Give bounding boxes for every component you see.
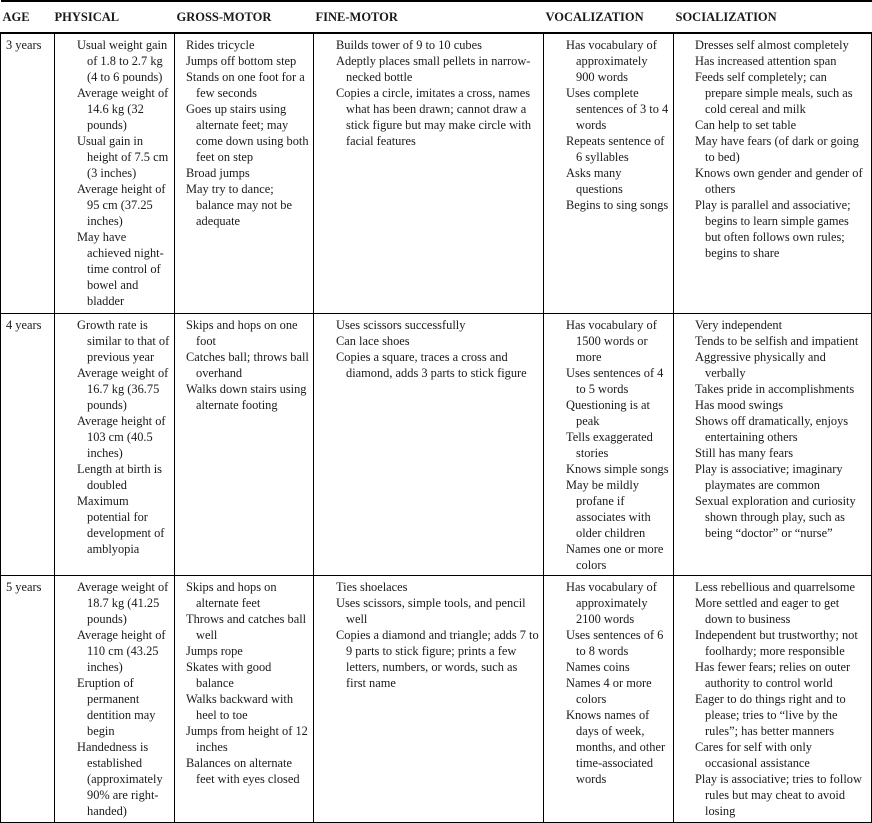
list-item: Skates with good balance <box>186 660 272 690</box>
vocalization-list <box>566 317 669 573</box>
list-item: Throws and catches ball well <box>186 612 307 642</box>
socialization-cell <box>674 33 872 314</box>
vocalization-cell <box>544 314 674 576</box>
header-physical: PHYSICAL <box>55 1 175 33</box>
list-item: Dresses self almost completely <box>695 38 849 52</box>
fine-motor-cell <box>314 576 544 823</box>
list-item: Jumps off bottom step <box>186 54 297 68</box>
list-item: Questioning is at peak <box>566 398 650 428</box>
list-item: Broad jumps <box>186 166 250 180</box>
list-item: Has vocabulary of approximately 900 words <box>566 38 657 84</box>
list-item: Uses scissors successfully <box>336 318 466 332</box>
list-item: Average height of 103 cm (40.5 inches) <box>77 414 166 460</box>
gross-motor-cell <box>175 576 314 823</box>
physical-list <box>77 317 170 557</box>
physical-list <box>77 579 170 819</box>
list-item: Copies a circle, imitates a cross, names what has been drawn; cannot draw a stick figure but may make circle with facial features <box>336 86 532 148</box>
socialization-cell <box>674 576 872 823</box>
list-item: More settled and eager to get down to business <box>695 596 840 626</box>
vocalization-cell <box>544 576 674 823</box>
list-item: Eager to do things right and to please; tries to “live by the rules”; has better manners <box>695 692 846 738</box>
gross-motor-list <box>186 37 309 229</box>
list-item: Has mood swings <box>695 398 784 412</box>
list-item: Growth rate is similar to that of previous year <box>77 318 170 364</box>
socialization-list <box>695 37 867 261</box>
list-item: Has vocabulary of approximately 2100 words <box>566 580 657 626</box>
fine-motor-cell <box>314 33 544 314</box>
age-cell: 4 years <box>1 314 55 576</box>
header-fine-motor: FINE-MOTOR <box>314 1 544 33</box>
list-item: Usual gain in height of 7.5 cm (3 inches) <box>77 134 169 180</box>
list-item: Adeptly places small pellets in narrow-necked bottle <box>336 54 531 84</box>
list-item: Names one or more colors <box>566 542 664 572</box>
list-item: Aggressive physically and verbally <box>695 350 826 380</box>
list-item: Uses scissors, simple tools, and pencil well <box>336 596 526 626</box>
table-row <box>1 576 872 823</box>
list-item: Ties shoelaces <box>336 580 408 594</box>
list-item: Jumps from height of 12 inches <box>186 724 308 754</box>
list-item: Sexual exploration and curiosity shown through play, such as being “doctor” or “nurse” <box>695 494 856 540</box>
list-item: Average height of 95 cm (37.25 inches) <box>77 182 166 228</box>
list-item: May have fears (of dark or going to bed) <box>695 134 859 164</box>
list-item: Knows names of days of week, months, and other time-associated words <box>566 708 666 786</box>
list-item: Can help to set table <box>695 118 797 132</box>
list-item: Less rebellious and quarrelsome <box>695 580 855 594</box>
list-item: Builds tower of 9 to 10 cubes <box>336 38 482 52</box>
vocalization-list <box>566 579 669 787</box>
header-vocalization: VOCALIZATION <box>544 1 674 33</box>
list-item: Tends to be selfish and impatient <box>695 334 859 348</box>
list-item: Knows own gender and gender of others <box>695 166 863 196</box>
list-item: Length at birth is doubled <box>77 462 162 492</box>
list-item: Very independent <box>695 318 783 332</box>
list-item: Feeds self completely; can prepare simple meals, such as cold cereal and milk <box>695 70 853 116</box>
list-item: Handedness is established (approximately 90% are right-handed) <box>77 740 163 818</box>
list-item: Takes pride in accomplishments <box>695 382 855 396</box>
socialization-cell <box>674 314 872 576</box>
physical-cell <box>55 576 175 823</box>
header-socialization: SOCIALIZATION <box>674 1 872 33</box>
physical-cell <box>55 33 175 314</box>
list-item: Average weight of 14.6 kg (32 pounds) <box>77 86 169 132</box>
vocalization-cell <box>544 33 674 314</box>
list-item: Play is parallel and associative; begins to learn simple games but often follows own rules; begins to share <box>695 198 851 260</box>
list-item: Play is associative; tries to follow rules but may cheat to avoid losing <box>695 772 862 818</box>
list-item: Has increased attention span <box>695 54 837 68</box>
list-item: Shows off dramatically, enjoys entertaining others <box>695 414 849 444</box>
list-item: Eruption of permanent dentition may begin <box>77 676 156 738</box>
table-row <box>1 33 872 314</box>
list-item: Copies a square, traces a cross and diamond, adds 3 parts to stick figure <box>336 350 527 380</box>
socialization-list <box>695 317 867 541</box>
socialization-list <box>695 579 867 819</box>
list-item: Balances on alternate feet with eyes closed <box>186 756 300 786</box>
fine-motor-cell <box>314 314 544 576</box>
list-item: Independent but trustworthy; not foolhardy; more responsible <box>695 628 858 658</box>
list-item: Uses complete sentences of 3 to 4 words <box>566 86 669 132</box>
list-item: Average height of 110 cm (43.25 inches) <box>77 628 166 674</box>
physical-cell <box>55 314 175 576</box>
list-item: May try to dance; balance may not be adequate <box>186 182 292 228</box>
list-item: Cares for self with only occasional assistance <box>695 740 812 770</box>
list-item: Begins to sing songs <box>566 198 669 212</box>
list-item: Still has many fears <box>695 446 794 460</box>
gross-motor-list <box>186 579 309 787</box>
age-cell: 5 years <box>1 576 55 823</box>
list-item: Average weight of 16.7 kg (36.75 pounds) <box>77 366 169 412</box>
list-item: May have achieved night-time control of bowel and bladder <box>77 230 164 308</box>
table-row <box>1 314 872 576</box>
gross-motor-cell <box>175 33 314 314</box>
list-item: Catches ball; throws ball overhand <box>186 350 309 380</box>
list-item: Rides tricycle <box>186 38 255 52</box>
list-item: Names 4 or more colors <box>566 676 652 706</box>
gross-motor-list <box>186 317 309 413</box>
age-cell: 3 years <box>1 33 55 314</box>
list-item: Jumps rope <box>186 644 243 658</box>
list-item: Asks many questions <box>566 166 623 196</box>
list-item: Skips and hops on alternate feet <box>186 580 277 610</box>
header-age: AGE <box>1 1 55 33</box>
fine-motor-list <box>336 579 539 691</box>
list-item: Uses sentences of 4 to 5 words <box>566 366 664 396</box>
header-gross-motor: GROSS-MOTOR <box>175 1 314 33</box>
vocalization-list <box>566 37 669 213</box>
header-row <box>1 1 872 33</box>
list-item: Walks down stairs using alternate footing <box>186 382 307 412</box>
list-item: Usual weight gain of 1.8 to 2.7 kg (4 to 6 pounds) <box>77 38 168 84</box>
list-item: Walks backward with heel to toe <box>186 692 294 722</box>
gross-motor-cell <box>175 314 314 576</box>
list-item: Skips and hops on one foot <box>186 318 298 348</box>
list-item: Average weight of 18.7 kg (41.25 pounds) <box>77 580 169 626</box>
list-item: Knows simple songs <box>566 462 669 476</box>
fine-motor-list <box>336 317 539 381</box>
list-item: Can lace shoes <box>336 334 410 348</box>
physical-list <box>77 37 170 309</box>
list-item: Tells exaggerated stories <box>566 430 653 460</box>
list-item: Uses sentences of 6 to 8 words <box>566 628 664 658</box>
list-item: Names coins <box>566 660 630 674</box>
list-item: May be mildly profane if associates with older children <box>566 478 651 540</box>
list-item: Copies a diamond and triangle; adds 7 to 9 parts to stick figure; prints a few letters, numbers, or words, such as first name <box>336 628 539 690</box>
list-item: Play is associative; imaginary playmates are common <box>695 462 843 492</box>
list-item: Repeats sentence of 6 syllables <box>566 134 665 164</box>
fine-motor-list <box>336 37 539 149</box>
list-item: Goes up stairs using alternate feet; may come down using both feet on step <box>186 102 309 164</box>
list-item: Stands on one foot for a few seconds <box>186 70 305 100</box>
list-item: Maximum potential for development of amblyopia <box>77 494 165 556</box>
list-item: Has vocabulary of 1500 words or more <box>566 318 657 364</box>
list-item: Has fewer fears; relies on outer authority to control world <box>695 660 851 690</box>
